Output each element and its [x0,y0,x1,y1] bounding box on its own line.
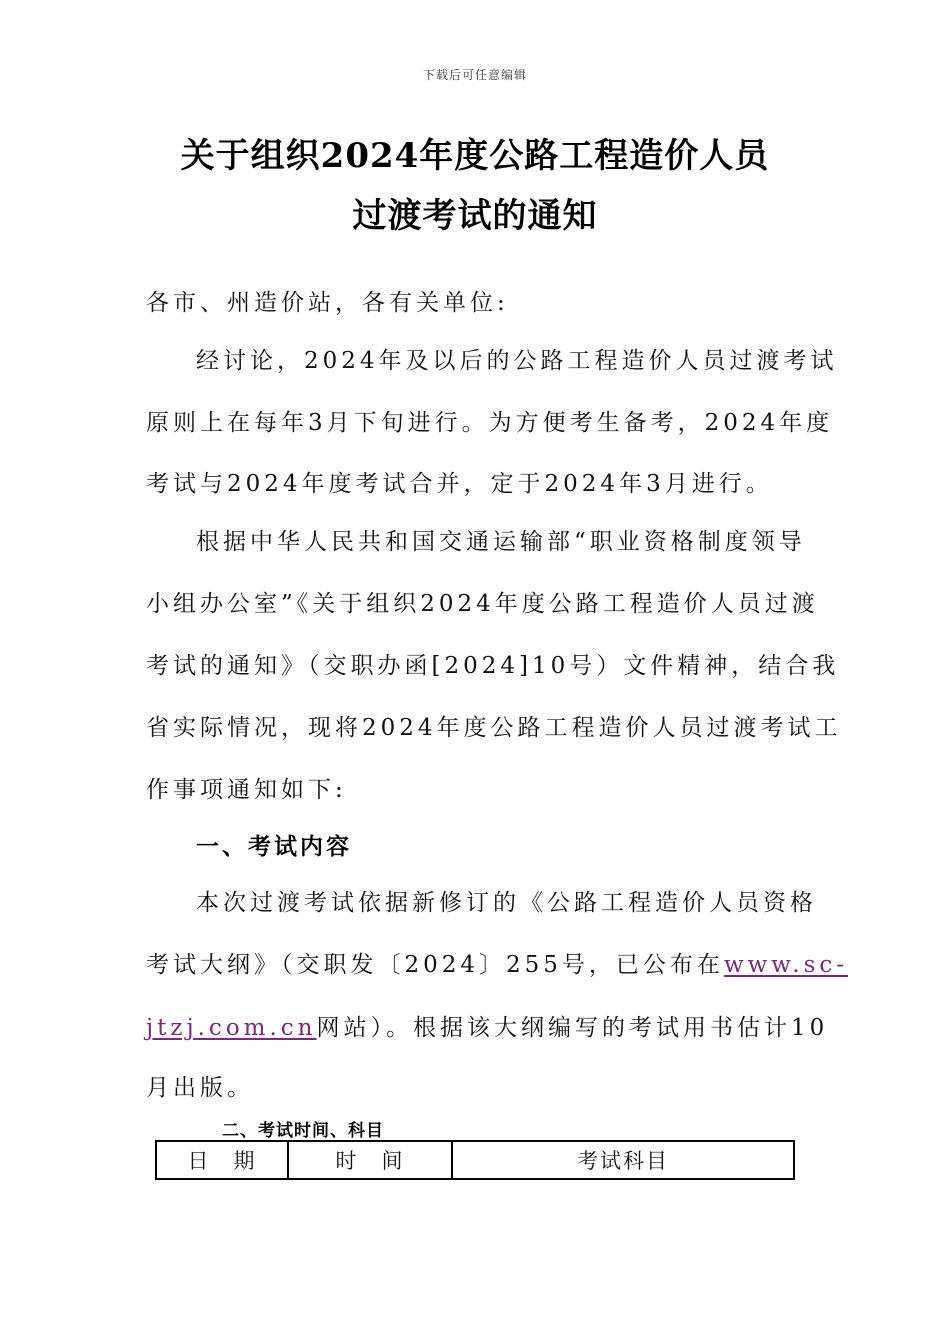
section-1-line-2 [146,946,848,979]
section-1-line-1: 本次过渡考试依据新修订的《公路工程造价人员资格 [196,890,817,916]
table-header-subject: 考试科目 [452,1141,794,1179]
section-1-line-2-text: 考试大纲》（交职发〔2024〕255号，已公布在 [146,952,724,978]
paragraph-2-line-1: 根据中华人民共和国交通运输部“职业资格制度领导 [196,529,806,555]
paragraph-2-line-4: 省实际情况，现将2024年度公路工程造价人员过渡考试工 [146,715,842,741]
salutation: 各市、州造价站，各有关单位: [146,290,509,316]
website-link-part-1[interactable]: www.sc- [723,952,849,978]
section-1-line-3 [146,1009,828,1042]
section-1-heading: 一、考试内容 [196,833,352,860]
document-title-line-1: 关于组织2024年度公路工程造价人员 [180,136,770,176]
table-header-row [156,1141,794,1179]
paragraph-1-line-1: 经讨论，2024年及以后的公路工程造价人员过渡考试 [196,348,838,374]
paragraph-1-line-3: 考试与2024年度考试合并，定于2024年3月进行。 [146,471,773,497]
paragraph-2-line-5: 作事项通知如下: [146,777,347,803]
paragraph-2-line-2: 小组办公室”《关于组织2024年度公路工程造价人员过渡 [146,591,819,617]
section-1-line-3-text: 网站）。根据该大纲编写的考试用书估计10 [316,1015,829,1041]
paragraph-2-line-3: 考试的通知》（交职办函[2024]10号）文件精神，结合我 [146,653,840,679]
section-1-line-4: 月出版。 [146,1075,254,1101]
website-link-part-2[interactable]: jtzj.com.cn [146,1015,317,1041]
table-header-time: 时 间 [288,1141,452,1179]
section-2-heading: 二、考试时间、科目 [222,1121,384,1141]
table-header-date: 日 期 [156,1141,288,1179]
document-title-line-2: 过渡考试的通知 [352,196,598,236]
paragraph-1-line-2: 原则上在每年3月下旬进行。为方便考生备考，2024年度 [146,410,834,436]
header-note: 下载后可任意编辑 [422,68,527,82]
exam-schedule-table [155,1140,795,1180]
